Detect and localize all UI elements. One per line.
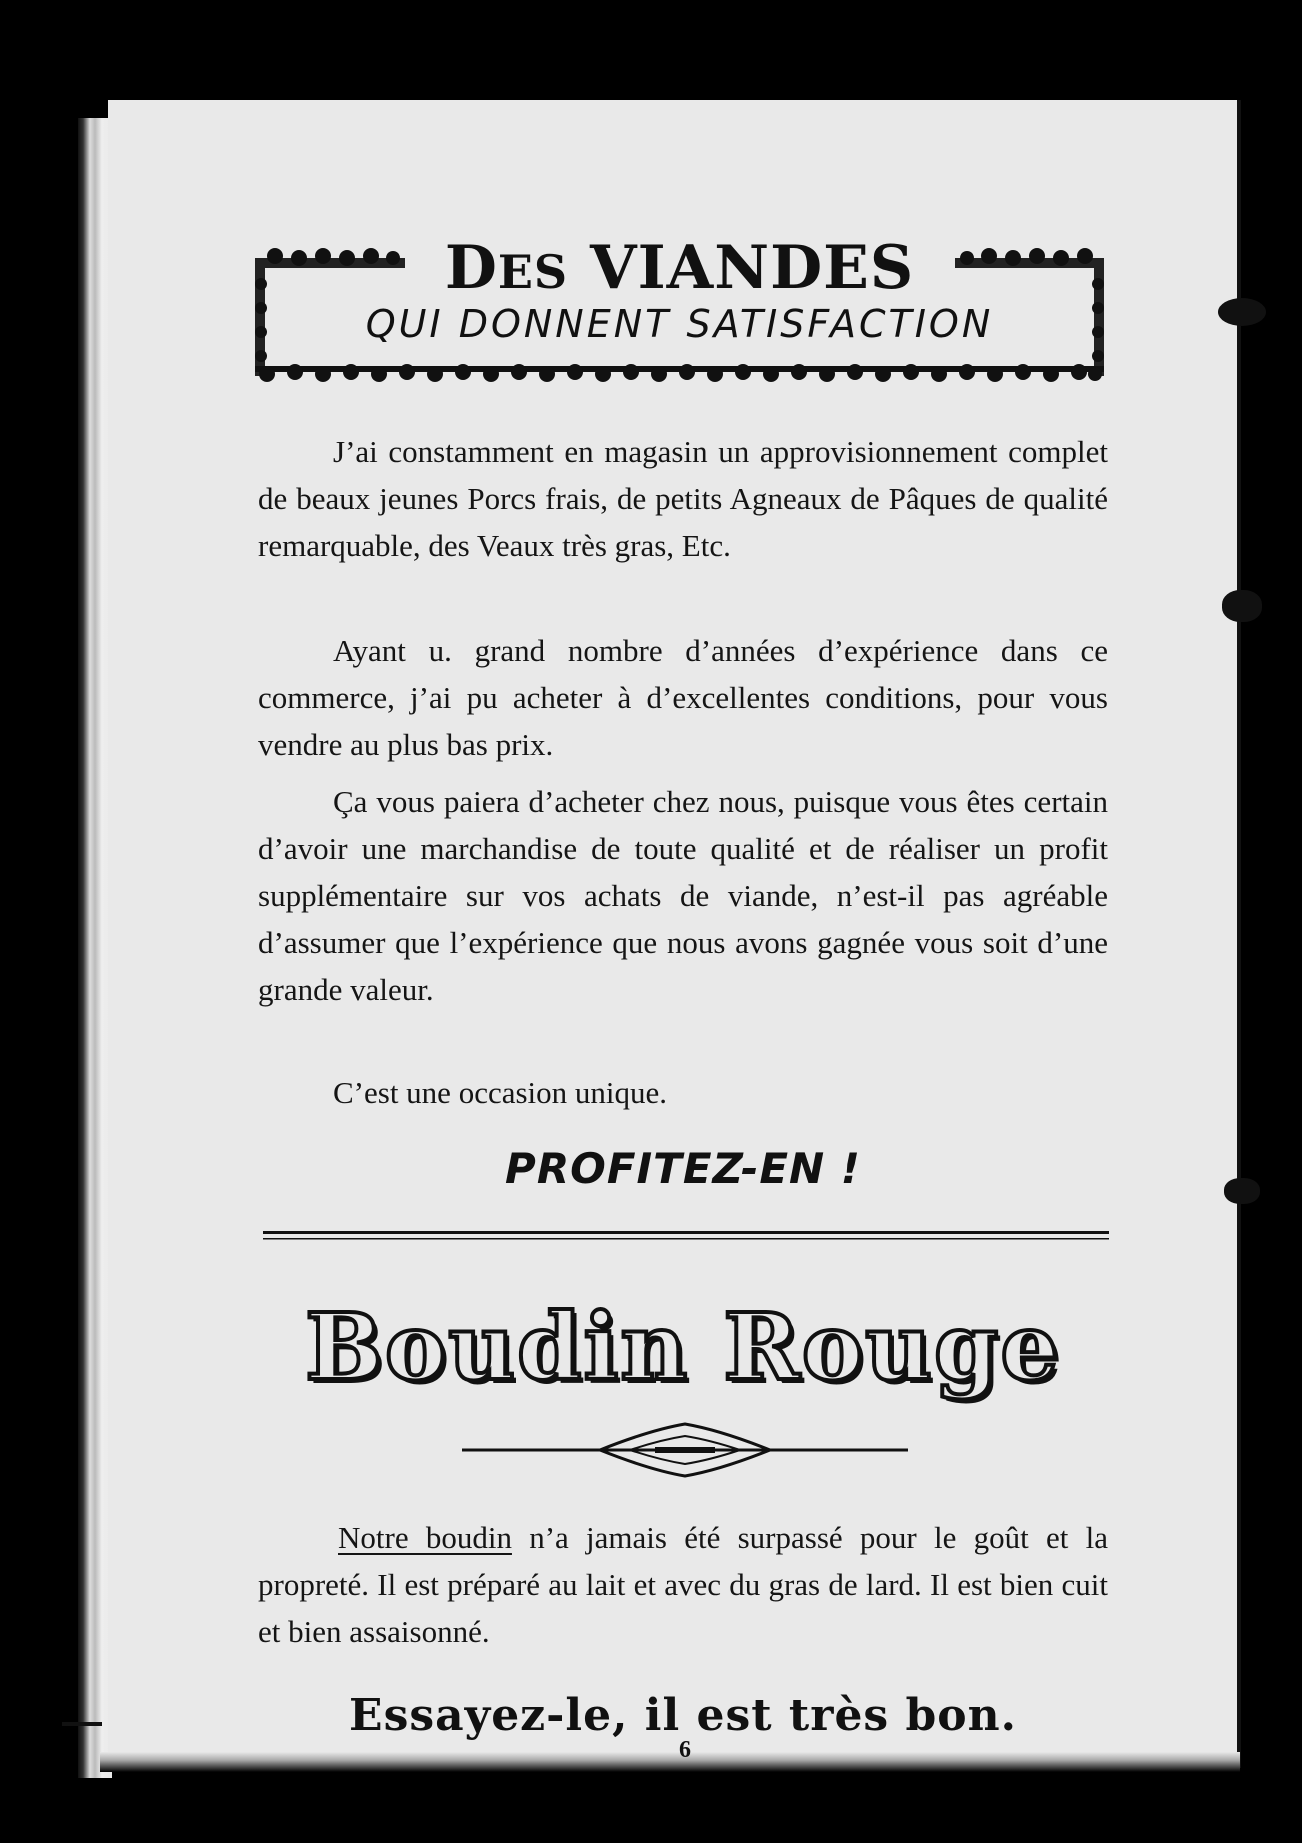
paragraph-1 (258, 428, 1108, 569)
diamond-ornament (460, 1420, 910, 1480)
binding-mark (1224, 1178, 1260, 1204)
page-right-border (1237, 100, 1241, 1768)
double-rule-divider (263, 1230, 1109, 1242)
underlined-lead: Notre boudin (338, 1520, 512, 1555)
section-paragraph-text: n’a jamais été surpassé pour le goût et la propreté. Il est préparé au lait et avec du gras de lard. Il est bien cuit et bien assaisonné. (258, 1520, 1108, 1649)
page-left-edge (78, 118, 112, 1778)
paragraph-3-text: Ça vous paiera d’acheter chez nous, puisque vous êtes certain d’avoir une marchandise de toute qualité et de réaliser un profit supplémentaire sur vos achats de viande, n’est-il pas agréable d’assumer que l’expérience que nous avons gagnée vous soit d’une grande valeur. (258, 784, 1108, 1007)
paragraph-2-text: Ayant u. grand nombre d’années d’expérience dans ce commerce, j’ai pu acheter à d’excellentes conditions, pour vous vendre au plus bas prix. (258, 633, 1108, 762)
section-paragraph (258, 1514, 1108, 1655)
header-subtitle: QUI DONNENT SATISFACTION (365, 302, 994, 346)
paragraph-2 (258, 627, 1108, 768)
header-banner (255, 234, 1104, 387)
paragraph-1-text: J’ai constamment en magasin un approvisionnement complet de beaux jeunes Porcs frais, de petits Agneaux de Pâques de qualité remarquable, des Veaux très gras, Etc. (258, 434, 1108, 563)
binding-mark (1222, 590, 1262, 622)
title-small-caps: ES (497, 245, 569, 299)
binding-mark (62, 1722, 102, 1726)
page-number: 6 (679, 1737, 691, 1763)
slogan: Essayez-le, il est très bon. (349, 1690, 1017, 1741)
section-title: Boudin Rouge (305, 1293, 1061, 1401)
paragraph-4-text: C’est une occasion unique. (333, 1075, 668, 1110)
header-title (255, 234, 1104, 302)
paragraph-4 (258, 1069, 1108, 1116)
paragraph-3 (258, 778, 1108, 1013)
binding-mark (1218, 298, 1266, 326)
title-first-letter: D (444, 233, 498, 303)
title-main-word: VIANDES (590, 233, 915, 303)
call-to-action: PROFITEZ-EN ! (505, 1144, 861, 1193)
